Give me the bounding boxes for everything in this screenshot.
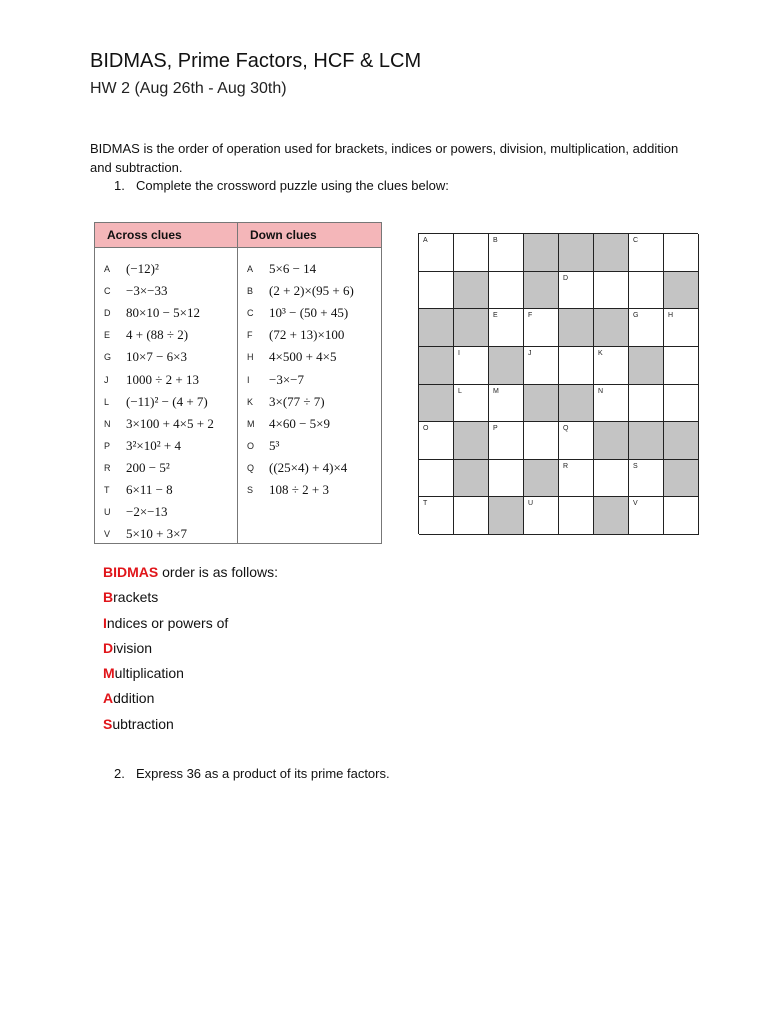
crossword-cell[interactable] — [664, 385, 699, 423]
crossword-cell[interactable] — [559, 272, 594, 310]
across-clue — [95, 258, 237, 280]
crossword-block-cell — [419, 347, 454, 385]
crossword-cell-label: C — [633, 237, 639, 244]
crossword-block-cell — [594, 422, 629, 460]
clue-letter: N — [104, 418, 111, 429]
bidmas-item-rest: ddition — [113, 690, 155, 707]
bidmas-heading — [103, 562, 278, 587]
clue-letter: J — [104, 374, 109, 385]
crossword-cell-label: I — [458, 349, 460, 357]
crossword-cell[interactable] — [489, 234, 524, 272]
bidmas-item — [103, 688, 278, 713]
bidmas-item-rest: ubtraction — [112, 715, 174, 732]
down-clue — [238, 479, 381, 501]
clue-expression: 10³ − (50 + 45) — [269, 305, 349, 321]
question-2-number: 2. — [114, 766, 125, 781]
crossword-cell[interactable] — [594, 460, 629, 498]
crossword-cell[interactable] — [559, 460, 594, 498]
bidmas-item — [103, 663, 278, 688]
clue-letter: L — [104, 396, 110, 407]
clues-table — [94, 222, 382, 544]
across-clue — [95, 324, 237, 346]
clue-letter: U — [104, 507, 111, 518]
across-clues-header: Across clues — [95, 223, 238, 247]
crossword-cell-label: L — [458, 387, 462, 395]
crossword-cell-label: P — [493, 425, 498, 433]
crossword-block-cell — [559, 385, 594, 423]
crossword-cell[interactable] — [489, 272, 524, 310]
across-clue — [95, 391, 237, 413]
crossword-cell[interactable] — [629, 272, 664, 310]
clue-expression: −2×−13 — [126, 504, 168, 520]
down-clue — [238, 435, 381, 457]
down-clues-header: Down clues — [250, 228, 317, 242]
question-2 — [114, 766, 390, 781]
crossword-block-cell — [454, 422, 489, 460]
crossword-cell-label: U — [528, 500, 534, 508]
bidmas-item-rest: ndices or powers of — [106, 614, 229, 631]
crossword-cell-label: V — [633, 500, 638, 508]
clue-letter: C — [104, 286, 111, 297]
crossword-cell-label: D — [563, 274, 569, 282]
down-clue — [238, 368, 381, 390]
crossword-cell[interactable] — [594, 347, 629, 385]
clue-expression: (72 + 13)×100 — [269, 327, 345, 343]
crossword-cell-label: F — [528, 312, 533, 320]
across-clue — [95, 413, 237, 435]
crossword-block-cell — [664, 422, 699, 460]
across-clue — [95, 479, 237, 501]
bidmas-item — [103, 714, 278, 739]
clue-letter: O — [247, 440, 255, 451]
bidmas-item-initial: I — [103, 614, 107, 631]
down-clue — [238, 258, 381, 280]
across-clue — [95, 457, 237, 479]
crossword-cell-label: E — [493, 312, 498, 320]
crossword-block-cell — [524, 234, 559, 272]
crossword-cell-label: T — [423, 500, 428, 508]
clue-expression: (−11)² − (4 + 7) — [126, 393, 208, 409]
crossword-cell[interactable] — [629, 309, 664, 347]
crossword-cell[interactable] — [419, 272, 454, 310]
crossword-cell[interactable] — [524, 497, 559, 535]
down-clue — [238, 346, 381, 368]
clue-expression: 108 ÷ 2 + 3 — [269, 481, 329, 497]
bidmas-item-rest: rackets — [113, 589, 159, 606]
clue-letter: F — [247, 330, 253, 341]
down-clue — [238, 324, 381, 346]
across-clue — [95, 435, 237, 457]
clue-letter: H — [247, 352, 254, 363]
clue-expression: 200 − 5² — [126, 459, 170, 475]
bidmas-item-initial: S — [103, 715, 113, 732]
crossword-cell-label: Q — [563, 425, 569, 433]
crossword-cell[interactable] — [489, 309, 524, 347]
across-clue — [95, 346, 237, 368]
crossword-cell[interactable] — [419, 460, 454, 498]
crossword-block-cell — [454, 272, 489, 310]
crossword-cell[interactable] — [524, 347, 559, 385]
clue-letter: V — [104, 529, 111, 540]
crossword-cell[interactable] — [629, 385, 664, 423]
crossword-cell[interactable] — [419, 497, 454, 535]
crossword-cell-label: G — [633, 312, 639, 320]
crossword-cell[interactable] — [524, 309, 559, 347]
crossword-cell-label: N — [598, 387, 604, 395]
crossword-cell[interactable] — [594, 272, 629, 310]
crossword-cell[interactable] — [524, 422, 559, 460]
page-title: BIDMAS, Prime Factors, HCF & LCM — [90, 50, 422, 72]
crossword-cell-label: S — [633, 462, 638, 470]
bidmas-list — [103, 562, 278, 739]
crossword-grid[interactable] — [418, 233, 698, 534]
bidmas-item — [103, 613, 278, 638]
crossword-cell[interactable] — [489, 385, 524, 423]
crossword-block-cell — [664, 460, 699, 498]
clue-expression: 10×7 − 6×3 — [126, 349, 187, 365]
crossword-block-cell — [594, 309, 629, 347]
clue-expression: 1000 ÷ 2 + 13 — [126, 371, 199, 387]
crossword-cell[interactable] — [664, 347, 699, 385]
bidmas-item-rest: ivision — [113, 639, 153, 656]
crossword-cell[interactable] — [454, 385, 489, 423]
crossword-block-cell — [629, 347, 664, 385]
clue-expression: 80×10 − 5×12 — [126, 305, 200, 321]
clue-letter: R — [104, 462, 111, 473]
clue-letter: A — [247, 264, 254, 275]
intro-paragraph: BIDMAS is the order of operation used for brackets, indices or powers, division, multiplication, addition and subtraction. — [90, 141, 679, 175]
crossword-cell[interactable] — [559, 347, 594, 385]
crossword-cell[interactable] — [454, 347, 489, 385]
clue-expression: 5×6 − 14 — [269, 261, 317, 277]
crossword-block-cell — [559, 309, 594, 347]
crossword-cell[interactable] — [419, 234, 454, 272]
clue-letter: C — [247, 308, 254, 319]
across-clue — [95, 501, 237, 523]
crossword-block-cell — [454, 309, 489, 347]
bidmas-item-initial: B — [103, 589, 114, 606]
clue-expression: 6×11 − 8 — [126, 481, 173, 497]
crossword-block-cell — [664, 272, 699, 310]
clue-expression: 5×10 + 3×7 — [126, 526, 187, 542]
crossword-cell[interactable] — [664, 234, 699, 272]
down-clues-column — [238, 248, 381, 544]
clue-letter: B — [247, 286, 254, 297]
clue-letter: I — [247, 374, 250, 385]
clue-expression: 3×(77 ÷ 7) — [269, 393, 325, 409]
bidmas-item-initial: M — [103, 665, 115, 682]
crossword-block-cell — [629, 422, 664, 460]
clue-letter: A — [104, 264, 111, 275]
bidmas-item-rest: ultiplication — [114, 665, 184, 682]
across-clues-column — [95, 248, 238, 544]
clue-expression: ((25×4) + 4)×4 — [269, 459, 348, 475]
crossword-block-cell — [524, 460, 559, 498]
across-clue — [95, 523, 237, 545]
crossword-cell[interactable] — [489, 460, 524, 498]
crossword-cell-label: H — [668, 312, 674, 320]
crossword-cell[interactable] — [489, 422, 524, 460]
crossword-cell[interactable] — [559, 497, 594, 535]
crossword-block-cell — [524, 272, 559, 310]
clue-letter: P — [104, 440, 111, 451]
crossword-cell-label: O — [423, 425, 429, 433]
crossword-cell[interactable] — [454, 497, 489, 535]
crossword-cell[interactable] — [664, 497, 699, 535]
clue-letter: K — [247, 396, 254, 407]
crossword-block-cell — [594, 234, 629, 272]
down-clue — [238, 457, 381, 479]
crossword-cell[interactable] — [629, 234, 664, 272]
bidmas-item-initial: D — [103, 639, 114, 656]
crossword-block-cell — [454, 460, 489, 498]
down-clue — [238, 413, 381, 435]
clue-expression: (2 + 2)×(95 + 6) — [269, 283, 354, 299]
clue-letter: S — [247, 484, 254, 495]
question-2-text: Express 36 as a product of its prime factors. — [136, 766, 390, 781]
bidmas-item — [103, 638, 278, 663]
crossword-cell[interactable] — [594, 385, 629, 423]
clue-letter: D — [104, 308, 111, 319]
crossword-cell-label: M — [493, 387, 499, 395]
crossword-block-cell — [594, 497, 629, 535]
crossword-cell[interactable] — [664, 309, 699, 347]
down-clue — [238, 391, 381, 413]
bidmas-item-initial: A — [103, 690, 114, 707]
crossword-cell[interactable] — [629, 497, 664, 535]
clue-expression: −3×−7 — [269, 371, 304, 387]
clue-expression: 4×500 + 4×5 — [269, 349, 337, 365]
crossword-block-cell — [419, 385, 454, 423]
clue-letter: G — [104, 352, 112, 363]
across-clue — [95, 302, 237, 324]
crossword-cell-label: K — [598, 349, 603, 357]
clue-expression: (−12)² — [126, 261, 159, 277]
clue-expression: 4 + (88 ÷ 2) — [126, 327, 189, 343]
bidmas-heading-text: order is as follows: — [158, 564, 279, 580]
crossword-cell-label: J — [528, 349, 532, 357]
bidmas-heading-accent: BIDMAS — [103, 564, 159, 580]
crossword-cell-label: R — [563, 462, 569, 470]
bidmas-item — [103, 587, 278, 612]
clue-expression: −3×−33 — [126, 283, 168, 299]
crossword-block-cell — [559, 234, 594, 272]
crossword-cell[interactable] — [629, 460, 664, 498]
crossword-block-cell — [489, 497, 524, 535]
page-subtitle: HW 2 (Aug 26th - Aug 30th) — [90, 80, 287, 97]
clue-letter: M — [247, 418, 255, 429]
down-clue — [238, 302, 381, 324]
clue-letter: E — [104, 330, 111, 341]
across-clue — [95, 368, 237, 390]
clue-letter: Q — [247, 462, 255, 473]
crossword-cell[interactable] — [419, 422, 454, 460]
clues-header-row — [95, 223, 381, 248]
clue-expression: 3²×10² + 4 — [126, 437, 181, 453]
down-clue — [238, 280, 381, 302]
crossword-cell-label: A — [423, 237, 428, 244]
crossword-cell-label: B — [493, 237, 498, 244]
crossword-block-cell — [489, 347, 524, 385]
crossword-cell[interactable] — [559, 422, 594, 460]
across-clue — [95, 280, 237, 302]
clue-expression: 4×60 − 5×9 — [269, 415, 330, 431]
question-1 — [114, 178, 449, 193]
question-1-number: 1. — [114, 178, 125, 193]
crossword-block-cell — [419, 309, 454, 347]
question-1-text: Complete the crossword puzzle using the clues below: — [136, 178, 449, 193]
clue-letter: T — [104, 484, 110, 495]
crossword-cell[interactable] — [454, 234, 489, 272]
clue-expression: 3×100 + 4×5 + 2 — [126, 415, 214, 431]
clue-expression: 5³ — [269, 437, 280, 453]
crossword-block-cell — [524, 385, 559, 423]
